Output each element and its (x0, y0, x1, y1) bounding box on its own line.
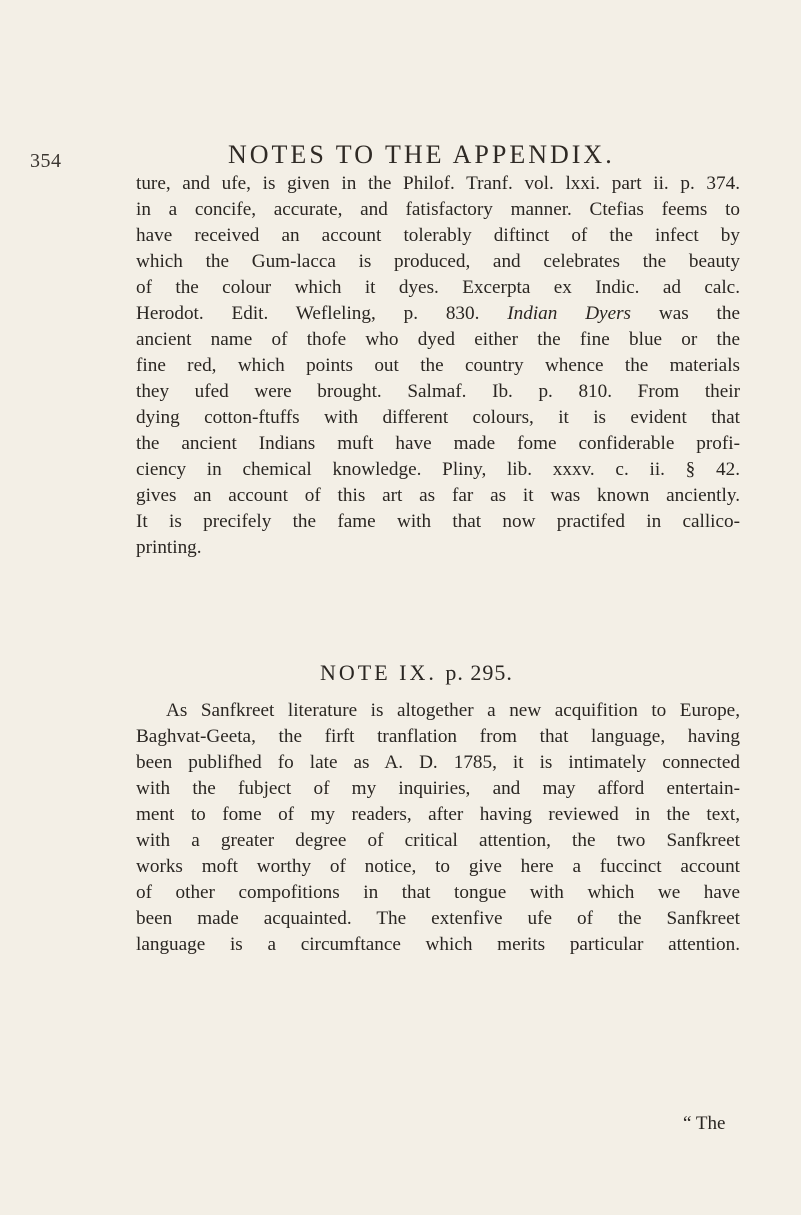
text-line: been publifhed fo late as A. D. 1785, it is intimately connected (136, 752, 740, 773)
text-line: ment to fome of my readers, after having reviewed in the text, (136, 804, 740, 825)
text-line: works moft worthy of notice, to give here a fuccinct account (136, 856, 740, 877)
note-label: NOTE IX. (320, 660, 437, 685)
text-line: in a concife, accurate, and fatisfactory manner. Ctefias feems to (136, 199, 740, 220)
paragraph-1 (136, 171, 740, 561)
text-line: language is a circumftance which merits particular attention. (136, 934, 740, 955)
text-segment: Herodot. Edit. Wefleling, p. 830. (136, 303, 480, 324)
text-line: been made acquainted. The extenfive ufe of the Sanfkreet (136, 908, 740, 929)
text-line: ancient name of thofe who dyed either the fine blue or the (136, 329, 740, 350)
text-line: with the fubject of my inquiries, and may afford entertain- (136, 778, 740, 799)
italic-phrase: Indian Dyers (507, 303, 632, 324)
text-line: dying cotton-ftuffs with different colours, it is evident that (136, 407, 740, 428)
text-line: ciency in chemical knowledge. Pliny, lib. xxxv. c. ii. § 42. (136, 459, 740, 480)
catchword: “ The (683, 1113, 726, 1134)
text-line: of other compofitions in that tongue with which we have (136, 882, 740, 903)
text-line: with a greater degree of critical attention, the two Sanfkreet (136, 830, 740, 851)
text-line (136, 301, 740, 327)
text-line: fine red, which points out the country whence the materials (136, 355, 740, 376)
note-page-ref: p. 295. (445, 660, 513, 685)
page-number: 354 (30, 150, 62, 172)
text-line: of the colour which it dyes. Excerpta ex Indic. ad calc. (136, 277, 740, 298)
paragraph-2 (136, 698, 740, 958)
text-line: Baghvat-Geeta, the firft tranflation from that language, having (136, 726, 740, 747)
text-line: gives an account of this art as far as it was known anciently. (136, 485, 740, 506)
text-segment: was the (631, 303, 740, 324)
running-head: NOTES TO THE APPENDIX. (228, 140, 615, 169)
text-line: have received an account tolerably diftinct of the infect by (136, 225, 740, 246)
text-line: the ancient Indians muft have made fome confiderable profi- (136, 433, 740, 454)
note-heading (320, 660, 513, 686)
text-line: ture, and ufe, is given in the Philof. Tranf. vol. lxxi. part ii. p. 374. (136, 173, 740, 194)
text-line: It is precifely the fame with that now practifed in callico- (136, 511, 740, 532)
text-line: which the Gum-lacca is produced, and celebrates the beauty (136, 251, 740, 272)
text-line: they ufed were brought. Salmaf. Ib. p. 810. From their (136, 381, 740, 402)
text-line: printing. (136, 537, 202, 558)
text-line: As Sanfkreet literature is altogether a new acquifition to Europe, (166, 700, 740, 721)
